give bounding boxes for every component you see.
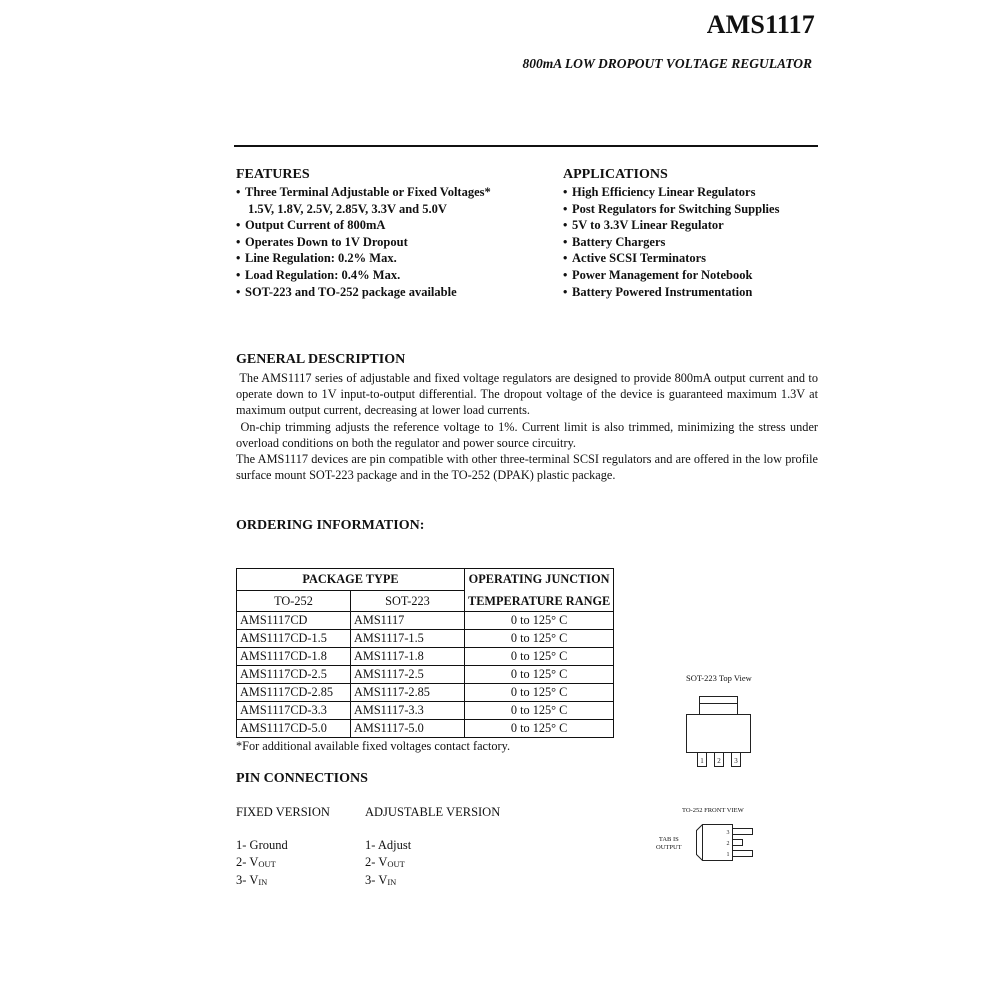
to252-pin-1 (733, 851, 753, 857)
to252-pin-label: 1 (726, 852, 730, 858)
temperature-range: 0 to 125° C (465, 666, 614, 684)
table-row (237, 648, 614, 666)
adjustable-version-pin-list (365, 837, 411, 891)
feature-item: • Output Current of 800mA (236, 218, 386, 233)
sot223-column-header: SOT-223 (351, 591, 465, 612)
table-row (237, 684, 614, 702)
package-type-header: PACKAGE TYPE (237, 569, 465, 591)
application-item: • Active SCSI Terminators (563, 251, 707, 266)
sot223-part-number: AMS1117-2.5 (351, 666, 465, 684)
to252-pin-label: 3 (726, 830, 730, 836)
table-row (237, 666, 614, 684)
sot223-part-number: AMS1117-3.3 (351, 702, 465, 720)
general-description-section (236, 352, 822, 483)
temperature-header-line-1: OPERATING JUNCTION (465, 569, 614, 591)
bullet-icon: • (563, 185, 568, 199)
pin-item: 1- Ground (236, 838, 288, 852)
sot223-pin-label: 3 (734, 757, 738, 765)
applications-heading: APPLICATIONS (563, 167, 668, 182)
application-item: • 5V to 3.3V Linear Regulator (563, 218, 724, 233)
pin-item: 1- Adjust (365, 838, 412, 852)
pin-item: 2- $V_{OUT}$ (236, 854, 276, 869)
bullet-icon: • (236, 218, 241, 233)
to252-package-diagram (692, 818, 758, 866)
fixed-version-pin-list (236, 837, 288, 891)
application-item: • High Efficiency Linear Regulators (563, 185, 756, 199)
features-heading: FEATURES (236, 167, 310, 182)
to252-pin-label: 2 (726, 841, 730, 847)
description-paragraph: The AMS1117 series of adjustable and fixed voltage regulators are designed to provide 800mA output current and to operate down to 1V input-to-output differential. The dropout voltage of the device is guaranteed maximum 1.3V at maximum output current, decreasing at lower load currents. (236, 371, 822, 418)
features-section (236, 167, 491, 300)
temperature-range: 0 to 125° C (465, 648, 614, 666)
feature-item: • Operates Down to 1V Dropout (236, 234, 408, 249)
to252-part-number: AMS1117CD-3.3 (237, 702, 351, 720)
to252-part-number: AMS1117CD-2.5 (237, 666, 351, 684)
sot223-part-number: AMS1117-2.85 (351, 684, 465, 702)
bullet-icon: • (563, 218, 568, 233)
sot223-part-number: AMS1117-5.0 (351, 720, 465, 738)
bullet-icon: • (563, 201, 568, 216)
adjustable-version-heading: ADJUSTABLE VERSION (365, 805, 501, 819)
bullet-icon: • (236, 284, 241, 299)
ordering-information-heading: ORDERING INFORMATION: (236, 518, 425, 533)
sot223-tab (700, 697, 738, 715)
header-divider (234, 145, 818, 147)
table-row (237, 612, 614, 630)
bullet-icon: • (563, 284, 568, 299)
bullet-icon: • (236, 251, 241, 266)
to252-part-number: AMS1117CD-2.85 (237, 684, 351, 702)
description-paragraph: The AMS1117 devices are pin compatible with other three-terminal SCSI regulators and are offered in the low profile surface mount SOT-223 package and in the TO-252 (DPAK) plastic package. (236, 452, 822, 483)
pin-connections-heading: PIN CONNECTIONS (236, 771, 368, 786)
bullet-icon: • (236, 234, 241, 249)
to252-pin-3 (733, 829, 753, 835)
sot223-pin-label: 2 (717, 757, 721, 765)
temperature-range: 0 to 125° C (465, 720, 614, 738)
to252-part-number: AMS1117CD-1.5 (237, 630, 351, 648)
bullet-icon: • (236, 267, 241, 282)
applications-list (563, 184, 779, 300)
to252-caption: TO-252 FRONT VIEW (682, 807, 744, 814)
ordering-table (236, 568, 614, 738)
table-row (237, 702, 614, 720)
feature-item: • Load Regulation: 0.4% Max. (236, 267, 401, 282)
application-item: • Power Management for Notebook (563, 267, 753, 282)
description-paragraph: On-chip trimming adjusts the reference voltage to 1%. Current limit is also trimmed, minimizing the stress under overload conditions on both the regulator and power source circuitry. (236, 419, 822, 450)
bullet-icon: • (563, 251, 568, 266)
ordering-footnote: *For additional available fixed voltages contact factory. (236, 739, 511, 753)
sot223-part-number: AMS1117-1.8 (351, 648, 465, 666)
application-item: • Battery Chargers (563, 234, 666, 249)
to252-pin-2 (733, 840, 743, 846)
to252-part-number: AMS1117CD-1.8 (237, 648, 351, 666)
application-item: • Post Regulators for Switching Supplies (563, 201, 780, 216)
to252-tab-label: TAB IS OUTPUT (656, 836, 682, 851)
sot223-body (687, 715, 751, 753)
temperature-range: 0 to 125° C (465, 684, 614, 702)
sot223-part-number: AMS1117 (351, 612, 465, 630)
general-description-heading: GENERAL DESCRIPTION (236, 352, 406, 367)
bullet-icon: • (563, 234, 568, 249)
general-description-body (236, 370, 822, 483)
sot223-pin-label: 1 (700, 757, 704, 765)
temperature-range: 0 to 125° C (465, 630, 614, 648)
document-title: AMS1117 (706, 10, 815, 39)
bullet-icon: • (563, 267, 568, 282)
feature-item: • Line Regulation: 0.2% Max. (236, 251, 397, 266)
temperature-range: 0 to 125° C (465, 702, 614, 720)
feature-item: • Three Terminal Adjustable or Fixed Voltages* (236, 185, 491, 199)
sot223-package-diagram (684, 694, 754, 770)
fixed-version-heading: FIXED VERSION (236, 805, 330, 819)
document-subtitle: 800mA LOW DROPOUT VOLTAGE REGULATOR (522, 56, 812, 71)
pin-item: 3- $V_{IN}$ (365, 873, 397, 887)
to252-part-number: AMS1117CD-5.0 (237, 720, 351, 738)
feature-item: • SOT-223 and TO-252 package available (236, 284, 457, 299)
table-row (237, 720, 614, 738)
temperature-header-line-2: TEMPERATURE RANGE (465, 591, 614, 612)
pin-item: 3- $V_{IN}$ (236, 873, 268, 887)
to252-column-header: TO-252 (237, 591, 351, 612)
sot223-part-number: AMS1117-1.5 (351, 630, 465, 648)
pin-item: 2- $V_{OUT}$ (365, 854, 405, 869)
temperature-range: 0 to 125° C (465, 612, 614, 630)
table-row (237, 630, 614, 648)
to252-part-number: AMS1117CD (237, 612, 351, 630)
sot223-caption: SOT-223 Top View (686, 673, 752, 683)
bullet-icon: • (236, 185, 241, 199)
feature-item-continuation: 1.5V, 1.8V, 2.5V, 2.85V, 3.3V and 5.0V (248, 201, 447, 216)
application-item: • Battery Powered Instrumentation (563, 284, 753, 299)
features-list (236, 184, 491, 300)
applications-section (563, 167, 779, 300)
